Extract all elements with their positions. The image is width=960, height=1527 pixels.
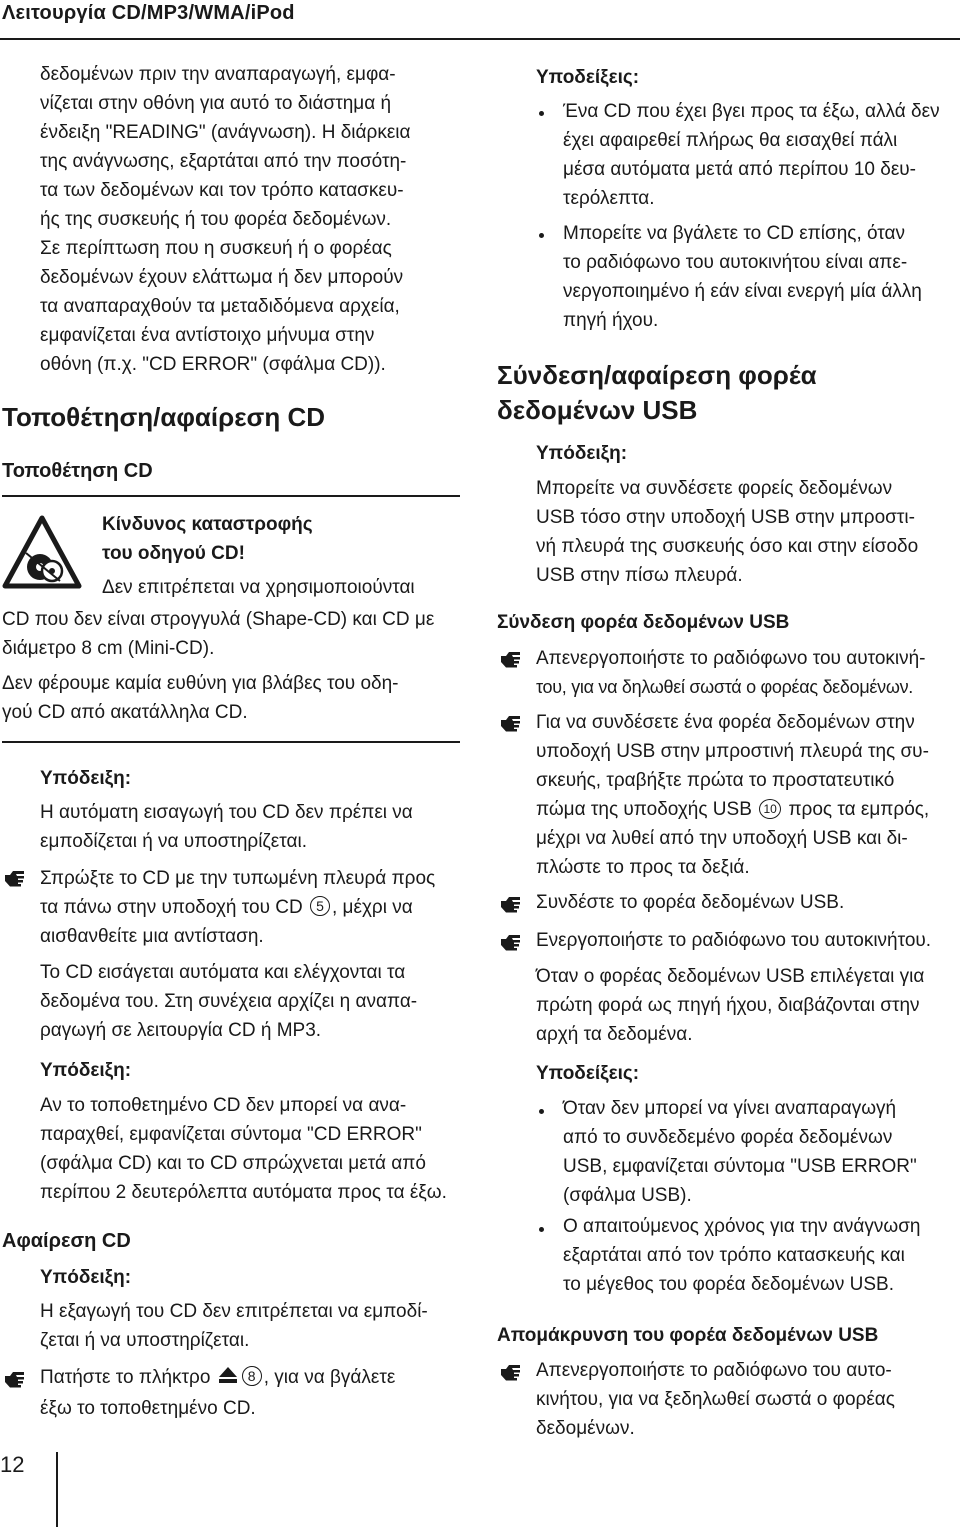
text-line: υποδοχή USB στην μπροστινή πλευρά της συ- <box>536 741 929 762</box>
ref-number-circle: 10 <box>759 799 781 819</box>
note-body <box>40 798 460 856</box>
text-line: Όταν ο φορέας δεδομένων USB επιλέγεται για <box>536 966 925 987</box>
tip-bullet <box>563 1212 956 1299</box>
text-line: Σπρώξτε το CD με την τυπωμένη πλευρά προς <box>40 868 436 889</box>
pointing-hand-icon <box>4 1370 26 1388</box>
text-line: Για να συνδέσετε ένα φορέα δεδομένων στην <box>536 712 915 733</box>
text-line: κινήτου, για να ξεδηλωθεί σωστά ο φορέας <box>536 1389 895 1410</box>
text-line: αρχή τα δεδομένα. <box>536 1024 693 1045</box>
note-label: Υπόδειξη: <box>536 443 628 464</box>
page-number-rule <box>56 1452 58 1527</box>
text-span: πώμα της υποδοχής USB <box>536 799 752 820</box>
warning-title-1: Κίνδυνος καταστροφής <box>102 514 313 535</box>
text-line: ζεται ή να υποστηρίζεται. <box>40 1330 250 1351</box>
bullet-dot <box>539 1227 544 1232</box>
tip-bullet <box>563 97 956 213</box>
page-number: 12 <box>0 1452 25 1477</box>
note-body <box>40 1297 460 1355</box>
text-line: της ανάγνωσης, εξαρτάται από την ποσότη- <box>40 151 407 172</box>
ref-number-circle: 5 <box>310 896 330 916</box>
note-body <box>40 1091 460 1207</box>
text-line: μέσα αυτόματα μετά από περίπου 10 δευ- <box>563 159 917 180</box>
text-line: ένδειξη "READING" (ανάγνωση). Η διάρκεια <box>40 122 411 143</box>
warning-title-2: του οδηγού CD! <box>102 543 245 564</box>
note-body <box>536 474 956 590</box>
tips-label: Υποδείξεις: <box>536 67 640 88</box>
bullet-dot <box>539 111 544 116</box>
pointing-hand-icon <box>500 1363 522 1381</box>
ref-number-circle: 8 <box>242 1366 262 1386</box>
text-line: Σε περίπτωση που η συσκευή ή ο φορέας <box>40 238 392 259</box>
text-line: USB, εμφανίζεται σύντομα "USB ERROR" <box>563 1156 917 1177</box>
step-remove-cd <box>40 1363 460 1423</box>
warning-body <box>2 605 460 727</box>
pointing-hand-icon <box>4 869 26 887</box>
text-line: (σφάλμα CD) και το CD σπρώχνεται μετά από <box>40 1153 426 1174</box>
pointing-hand-icon <box>500 895 522 913</box>
subheading-insert-cd: Τοποθέτηση CD <box>2 460 153 482</box>
section-title-usb-1: Σύνδεση/αφαίρεση φορέα <box>497 360 817 390</box>
text-line: USB τόσο στην υποδοχή USB στην μπροστι- <box>536 507 915 528</box>
text-line: CD που δεν είναι στρογγυλά (Shape-CD) και CD με <box>2 609 435 630</box>
warning-top-rule <box>2 495 460 497</box>
text-line: από το συνδεδεμένο φορέα δεδομένων <box>563 1127 893 1148</box>
text-span: , για να βγάλετε <box>263 1367 396 1388</box>
text-line: Η εξαγωγή του CD δεν επιτρέπεται να εμποδί- <box>40 1301 428 1322</box>
subheading-remove-cd: Αφαίρεση CD <box>2 1230 131 1252</box>
text-line: το ραδιόφωνο του αυτοκινήτου είναι απε- <box>563 252 908 273</box>
text-span: τα πάνω στην υποδοχή του CD <box>40 897 303 918</box>
subheading-remove-usb: Απομάκρυνση του φορέα δεδομένων USB <box>497 1325 879 1346</box>
text-line: γού CD από ακατάλληλα CD. <box>2 702 248 723</box>
text-line: τερόλεπτα. <box>563 188 655 209</box>
subheading-connect-usb: Σύνδεση φορέα δεδομένων USB <box>497 612 790 633</box>
text-line: διάμετρο 8 cm (Mini-CD). <box>2 638 215 659</box>
text-line: νεργοποιημένο ή εάν είναι ενεργή μία άλλη <box>563 281 922 302</box>
text-line: Μπορείτε να συνδέσετε φορείς δεδομένων <box>536 478 893 499</box>
text-line: Απενεργοποιήστε το ραδιόφωνο του αυτοκινή- <box>536 648 926 669</box>
step-usb-3: Συνδέστε το φορέα δεδομένων USB. <box>536 892 845 913</box>
text-line: Απενεργοποιήστε το ραδιόφωνο του αυτο- <box>536 1360 892 1381</box>
note-label: Υπόδειξη: <box>40 1060 132 1081</box>
text-line: εμποδίζεται ή να υποστηρίζεται. <box>40 831 307 852</box>
eject-icon <box>218 1365 238 1394</box>
text-line: δεδομένων πριν την αναπαραγωγή, εμφα- <box>40 64 396 85</box>
text-line: πηγή ήχου. <box>563 310 659 331</box>
text-line: Αν το τοποθετημένο CD δεν μπορεί να ανα- <box>40 1095 407 1116</box>
text-line: παραχθεί, εμφανίζεται σύντομα "CD ERROR" <box>40 1124 422 1145</box>
text-line: (σφάλμα USB). <box>563 1185 692 1206</box>
text-line: σκευής, τραβήξτε πρώτα το προστατευτικό <box>536 770 895 791</box>
warning-cd-icon <box>2 515 82 589</box>
text-line: έχει αφαιρεθεί πλήρως θα εισαχθεί πάλι <box>563 130 898 151</box>
pointing-hand-icon <box>500 933 522 951</box>
text-line: νή πλευρά της συσκευής όσο και στην είσοδο <box>536 536 919 557</box>
step-usb-1 <box>536 644 956 702</box>
text-line: εμφανίζεται ένα αντίστοιχο μήνυμα στην <box>40 325 375 346</box>
text-line: πλώστε το προς τα δεξιά. <box>536 857 750 878</box>
text-line: δεδομένων. <box>536 1418 635 1439</box>
text-line: Το CD εισάγεται αυτόματα και ελέγχονται τα <box>40 962 406 983</box>
intro-paragraph <box>40 60 460 379</box>
insert-result <box>40 958 460 1045</box>
note-label: Υπόδειξη: <box>40 768 132 789</box>
bullet-dot <box>539 233 544 238</box>
text-line: εξαρτάται από τον τρόπο κατασκευής και <box>563 1245 905 1266</box>
text-line: έξω το τοποθετημένο CD. <box>40 1398 256 1419</box>
text-line: Ο απαιτούμενος χρόνος για την ανάγνωση <box>563 1216 921 1237</box>
text-line: Η αυτόματη εισαγωγή του CD δεν πρέπει να <box>40 802 413 823</box>
header-rule <box>0 38 960 40</box>
text-line: το μέγεθος του φορέα δεδομένων USB. <box>563 1274 895 1295</box>
text-span: Πατήστε το πλήκτρο <box>40 1367 211 1388</box>
step-insert-cd <box>40 864 460 951</box>
text-line: Ένα CD που έχει βγει προς τα έξω, αλλά δεν <box>563 101 940 122</box>
text-line: αισθανθείτε μια αντίσταση. <box>40 926 264 947</box>
text-line: Δεν φέρουμε καμία ευθύνη για βλάβες του οδη- <box>2 673 399 694</box>
text-span: , μέχρι να <box>331 897 413 918</box>
section-title-usb-2: δεδομένων USB <box>497 395 698 425</box>
bullet-dot <box>539 1109 544 1114</box>
text-line: USB στην πίσω πλευρά. <box>536 565 743 586</box>
section-title-cd: Τοποθέτηση/αφαίρεση CD <box>2 402 325 432</box>
text-line: νίζεται στην οθόνη για αυτό το διάστημα ή <box>40 93 392 114</box>
text-line: μέχρι να λυθεί από την υποδοχή USB και δι- <box>536 828 908 849</box>
text-line: πρώτη φορά ως πηγή ήχου, διαβάζονται στην <box>536 995 920 1016</box>
text-span: προς τα εμπρός, <box>788 799 930 820</box>
step-usb-2 <box>536 708 956 882</box>
text-line: Μπορείτε να βγάλετε το CD επίσης, όταν <box>563 223 906 244</box>
text-line: περίπου 2 δευτερόλεπτα αυτόματα προς τα έξω. <box>40 1182 447 1203</box>
usb-result <box>536 962 956 1049</box>
warning-bottom-rule <box>2 741 460 743</box>
text-line: δεδομένα του. Στη συνέχεια αρχίζει η αναπα- <box>40 991 418 1012</box>
tip-bullet <box>563 219 956 335</box>
warning-line-1: Δεν επιτρέπεται να χρησιμοποιούνται <box>102 577 415 598</box>
step-usb-4: Ενεργοποιήστε το ραδιόφωνο του αυτοκινήτου. <box>536 930 932 951</box>
text-line: τα των δεδομένων και τον τρόπο κατασκευ- <box>40 180 404 201</box>
text-line: ραγωγή σε λειτουργία CD ή MP3. <box>40 1020 322 1041</box>
text-line: ής της συσκευής ή του φορέα δεδομένων. <box>40 209 392 230</box>
pointing-hand-icon <box>500 714 522 732</box>
text-line: τα αναπαραχθούν τα μεταδιδόμενα αρχεία, <box>40 296 400 317</box>
pointing-hand-icon <box>500 650 522 668</box>
text-line: δεδομένων έχουν ελάττωμα ή δεν μπορούν <box>40 267 404 288</box>
step-usb-remove <box>536 1356 956 1443</box>
header-title: Λειτουργία CD/MP3/WMA/iPod <box>2 2 295 24</box>
text-line: Όταν δεν μπορεί να γίνει αναπαραγωγή <box>563 1098 897 1119</box>
tip-bullet <box>563 1094 956 1210</box>
text-line: οθόνη (π.χ. "CD ERROR" (σφάλμα CD)). <box>40 354 386 375</box>
note-label: Υπόδειξη: <box>40 1267 132 1288</box>
page-header <box>0 0 960 40</box>
tips-label: Υποδείξεις: <box>536 1063 640 1084</box>
text-line: του, για να δηλωθεί σωστά ο φορέας δεδομένων. <box>536 677 913 697</box>
